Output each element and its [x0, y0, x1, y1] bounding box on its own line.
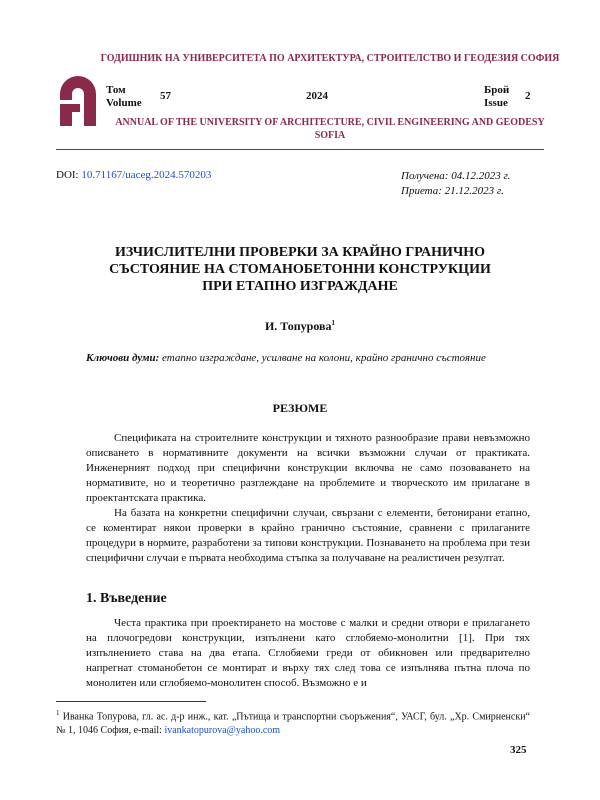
university-logo-icon	[56, 72, 100, 126]
keywords-label: Ключови думи:	[86, 352, 160, 364]
body-paragraph: Честа практика при проектирането на мостове с малки и средни отвори е прилагането на плочогредови конструкции, изпълнени като сглобяемо-монолитни [1]. При тях изпълнението става на два етапа. Сглобяеми греди от обикновен или предварително напрегнат стоманобетон се монтират и върху тях след това се изпълнява пътна плоча по монолитен или сглобяемо-монолитен способ. Възможно е и	[86, 617, 530, 689]
accepted-date: Приета: 21.12.2023 г.	[401, 185, 504, 197]
abstract-heading: РЕЗЮМЕ	[272, 401, 328, 415]
page-number: 325	[510, 744, 527, 756]
author: И. Топурова$^1$	[264, 319, 336, 333]
author-email-link[interactable]: ivankatopurova@yahoo.com	[164, 725, 281, 737]
doi: DOI: 10.71167/uaceg.2024.570203	[56, 169, 212, 181]
issue-label: Брой Issue	[484, 84, 510, 109]
section-heading: 1. Въведение	[86, 591, 167, 606]
volume-number: 57	[160, 90, 171, 102]
received-date: Получена: 04.12.2023 г.	[401, 170, 511, 182]
abstract-paragraph: На базата на конкретни специфични случаи, свързани с елементи, бетонирани етапно, се коментират някои проверки в крайно гранично състояние, сравнени с прилаганите процедури в нормите, разработени за типови конструкции. Познаването на проблема при тези специфични случаи е първата необходима стъпка за получаване на реалистичен резултат.	[86, 507, 530, 564]
journal-title-bg: ГОДИШНИК НА УНИВЕРСИТЕТА ПО АРХИТЕКТУРА, СТРОИТЕЛСТВО И ГЕОДЕЗИЯ СОФИЯ	[100, 53, 560, 64]
header-divider	[56, 149, 544, 150]
year: 2024	[306, 90, 328, 102]
article-dates	[401, 169, 510, 199]
keywords-text: етапно изграждане, усилване на колони, крайно гранично състояние	[162, 352, 486, 364]
issue-number: 2	[525, 90, 531, 102]
journal-title-en: ANNUAL OF THE UNIVERSITY OF ARCHITECTURE, CIVIL ENGINEERING AND GEODESY SOFIA	[115, 117, 545, 141]
volume-label: Том Volume	[106, 84, 142, 109]
footnote: $^1$ Иванка Топурова, гл. ас. д-р инж., кат. „Пътища и транспортни съоръжения“, УАСГ, бул. „Хр. Смирненски“ № 1, 1046 София, e-mail: ivankatopurova@yahoo.com	[56, 709, 530, 737]
footnote-divider	[56, 701, 206, 702]
introduction	[86, 616, 530, 691]
doi-link[interactable]: 10.71167/uaceg.2024.570203	[81, 169, 212, 181]
abstract-paragraph: Спецификата на строителните конструкции и тяхното разнообразие прави невъзможно описването в нормативните документи на всички възможни случаи от практиката. Инженерният подход при специфични конструкции включва не само позоваването на нормативите, но и теоретично разглеждане на проблемите и творческото им прилагане в проектантската практика.	[86, 432, 530, 504]
abstract	[86, 431, 530, 566]
article-title: ИЗЧИСЛИТЕЛНИ ПРОВЕРКИ ЗА КРАЙНО ГРАНИЧНО СЪСТОЯНИЕ НА СТОМАНОБЕТОННИ КОНСТРУКЦИИ ПРИ ЕТАПНО ИЗГРАЖДАНЕ	[109, 245, 491, 294]
keywords	[86, 351, 530, 366]
